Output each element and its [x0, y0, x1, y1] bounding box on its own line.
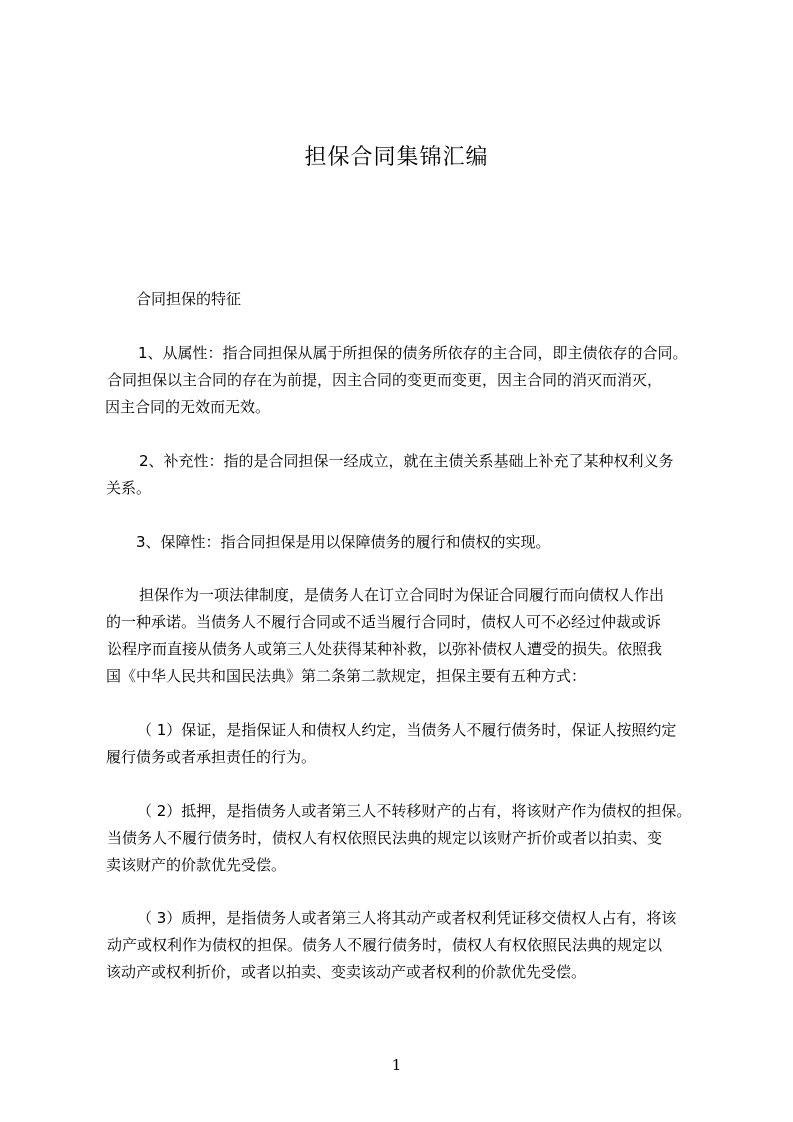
paragraph-line: 动产或权利作为债权的担保。债务人不履行债务时，债权人有权依照民法典的规定以 — [107, 936, 663, 954]
paragraph-line: 2、补充性：指的是合同担保一经成立，就在主债关系基础上补充了某种权利义务 — [139, 452, 674, 470]
paragraph-line: 因主合同的无效而无效。 — [105, 398, 271, 416]
paragraph-line: （ 1）保证，是指保证人和债权人约定，当债务人不履行债务时，保证人按照约定 — [137, 721, 677, 739]
paragraph-line: 该动产或权利折价，或者以拍卖、变卖该动产或者权利的价款优先受偿。 — [106, 963, 587, 981]
paragraph-line: 3、保障性：指合同担保是用以保障债务的履行和债权的实现。 — [136, 533, 551, 551]
paragraph-line: 国《中华人民共和国民法典》第二条第二款规定，担保主要有五种方式： — [106, 667, 587, 685]
paragraph-line: 的一种承诺。当债务人不履行合同或不适当履行合同时，债权人可不必经过仲裁或诉 — [106, 613, 662, 631]
paragraph-line: 1、从属性：指合同担保从属于所担保的债务所依存的主合同，即主债依存的合同。 — [138, 344, 688, 362]
paragraph-line: 担保作为一项法律制度，是债务人在订立合同时为保证合同履行而向债权人作出 — [139, 586, 665, 604]
paragraph-line: 合同担保以主合同的存在为前提，因主合同的变更而变更，因主合同的消灭而消灭， — [107, 371, 663, 389]
document-title: 担保合同集锦汇编 — [304, 145, 489, 170]
paragraph-line: 关系。 — [106, 479, 152, 497]
paragraph-line: 卖该财产的价款优先受偿。 — [106, 856, 287, 874]
paragraph-line: 讼程序而直接从债务人或第三人处获得某种补救，以弥补债权人遭受的损失。依照我 — [107, 640, 663, 658]
paragraph-line: 履行债务或者承担责任的行为。 — [106, 748, 317, 766]
paragraph-line: 当债务人不履行债务时，债权人有权依照民法典的规定以该财产折价或者以拍卖、变 — [107, 829, 663, 847]
paragraph-line: （ 3）质押，是指债务人或者第三人将其动产或者权利凭证移交债权人占有，将该 — [137, 909, 677, 927]
section-heading: 合同担保的特征 — [136, 290, 242, 308]
paragraph-line: （ 2）抵押，是指债务人或者第三人不转移财产的占有，将该财产作为债权的担保。 — [137, 802, 692, 820]
page-number: 1 — [391, 1056, 402, 1074]
